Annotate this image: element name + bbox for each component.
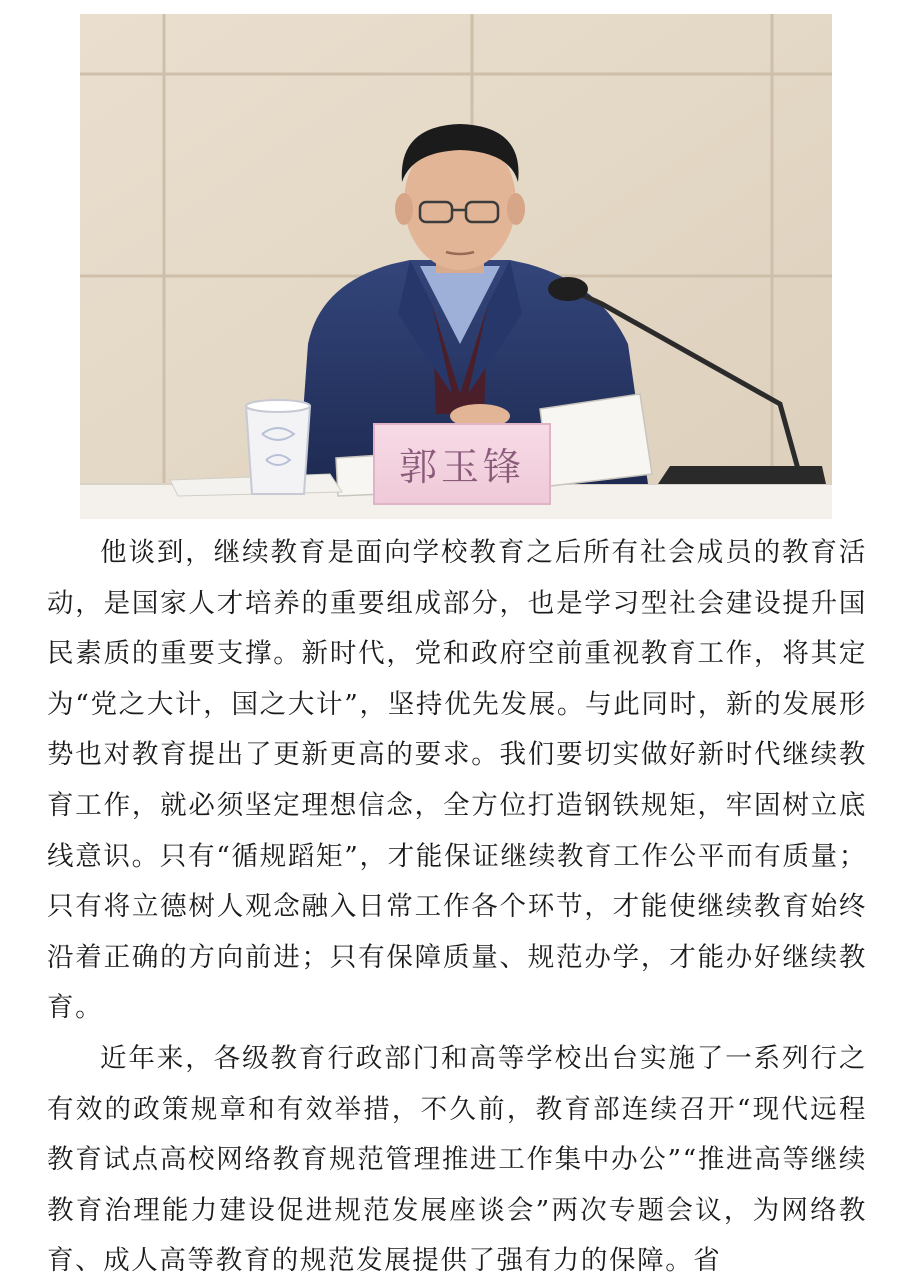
article-paragraph-2: 近年来，各级教育行政部门和高等学校出台实施了一系列行之有效的政策规章和有效举措，不久前，教育部连续召开“现代远程教育试点高校网络教育规范管理推进工作集中办公”“推进高等继续教育治理能力建设促进规范发展座谈会”两次专题会议，为网络教育、成人高等教育的规范发展提供了强有力的保障。省: [47, 1042, 867, 1277]
article-paragraph-1: 他谈到，继续教育是面向学校教育之后所有社会成员的教育活动，是国家人才培养的重要组成部分，也是学习型社会建设提升国民素质的重要支撑。新时代，党和政府空前重视教育工作，将其定为“党之大计，国之大计”，坚持优先发展。与此同时，新的发展形势也对教育提出了更新更高的要求。我们要切实做好新时代继续教育工作，就必须坚定理想信念，全方位打造钢铁规矩，牢固树立底线意识。只有“循规蹈矩”，才能保证继续教育工作公平而有质量；只有将立德树人观念融入日常工作各个环节，才能使继续教育始终沿着正确的方向前进；只有保障质量、规范办学，才能办好继续教育。: [47, 537, 867, 1024]
speaker-photo-illustration: [80, 14, 832, 519]
article-body: [47, 528, 867, 1287]
nameplate-text: 郭玉锋: [398, 445, 526, 489]
news-photo: [80, 14, 832, 519]
